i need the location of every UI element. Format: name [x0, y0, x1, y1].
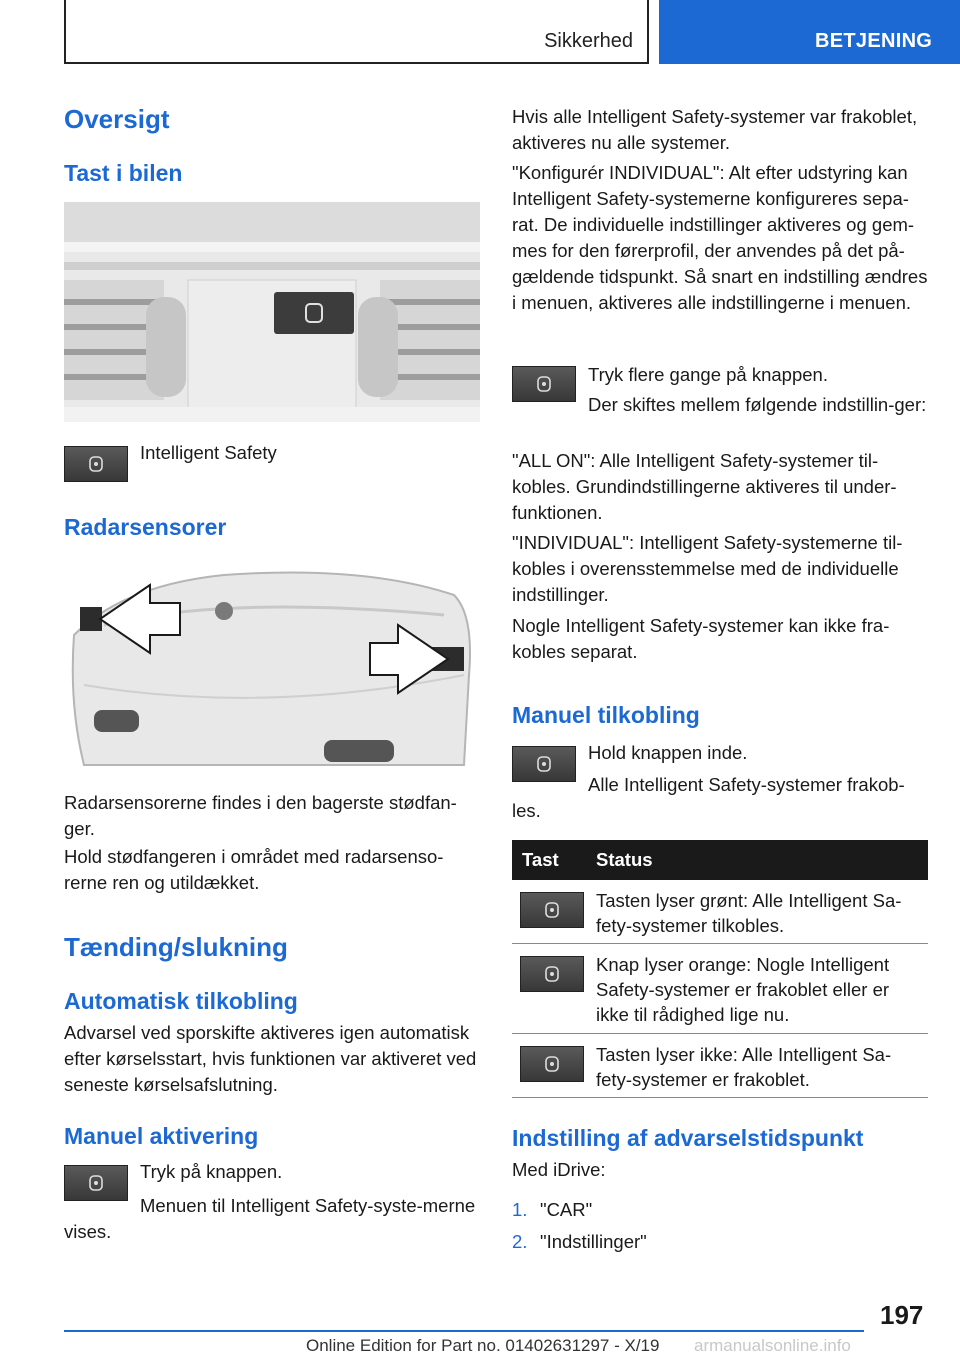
tilkobling-step-2: Alle Intelligent Safety-systemer frakob-les. — [512, 774, 905, 821]
footer-edition: Online Edition for Part no. 01402631297 - X/19 — [306, 1336, 660, 1355]
car-rear-radar-illustration — [64, 555, 480, 775]
header-chapter-tab — [659, 0, 960, 64]
intelligent-safety-button-icon — [520, 956, 584, 992]
right-paragraph-2: "Konfigurér INDIVIDUAL": Alt efter udstyring kan Intelligent Safety-systemerne konfigureres sepa-rat. De individuelle indstillinger aktiveres og gem-mes for den førerprofil, der anvendes på det på-gældende tidspunkt. Så snart en indstilling ændres i menuen, aktiveres alle indstillingerne i menuen. — [512, 162, 928, 313]
table-header-tast: Tast — [522, 849, 559, 870]
intelligent-safety-button-icon — [64, 446, 128, 482]
aktivering-step-2: Menuen til Intelligent Safety-syste-merne vises. — [64, 1195, 476, 1242]
right-paragraph-1: Hvis alle Intelligent Safety-systemer var frakoblet, aktiveres nu alle systemer. — [512, 106, 918, 153]
table-cell-status: Tasten lyser grønt: Alle Intelligent Sa-fety-systemer tilkobles. — [596, 890, 902, 936]
table-header — [512, 840, 928, 880]
key-caption: Intelligent Safety — [140, 442, 277, 463]
list-number: 1. — [512, 1199, 528, 1220]
heading-manuel-tilkobling: Manuel tilkobling — [512, 702, 700, 728]
intelligent-safety-button-icon — [520, 892, 584, 928]
heading-indstilling: Indstilling af advarselstidspunkt — [512, 1125, 864, 1151]
table-cell-status: Tasten lyser ikke: Alle Intelligent Sa-fety-systemer er frakoblet. — [596, 1044, 892, 1090]
status-table — [512, 840, 928, 1098]
radar-paragraph-2: Hold stødfangeren i området med radarsenso-rerne ren og utildækket. — [64, 846, 444, 893]
table-row — [512, 944, 928, 1034]
header-section-tab — [64, 0, 649, 64]
heading-taending-slukning: Tænding/slukning — [64, 932, 288, 962]
table-header-status: Status — [596, 849, 653, 870]
idrive-intro: Med iDrive: — [512, 1159, 606, 1180]
table-row — [512, 1034, 928, 1098]
heading-automatisk-tilkobling: Automatisk tilkobling — [64, 988, 298, 1014]
list-number: 2. — [512, 1231, 528, 1252]
dashboard-button-illustration — [64, 202, 480, 422]
header-chapter-label: BETJENING — [815, 30, 933, 52]
tilkobling-step-1: Hold knappen inde. — [588, 742, 748, 763]
right-paragraph-3: Tryk flere gange på knappen. — [588, 364, 828, 385]
table-cell-status: Knap lyser orange: Nogle Intelligent Safety-systemer er frakoblet eller er ikke til rådighed lige nu. — [596, 954, 890, 1025]
table-row — [512, 880, 928, 944]
heading-tast-i-bilen: Tast i bilen — [64, 160, 183, 186]
right-paragraph-7: Nogle Intelligent Safety-systemer kan ikke fra-kobles separat. — [512, 615, 890, 662]
heading-oversigt: Oversigt — [64, 104, 170, 134]
intelligent-safety-button-icon — [520, 1046, 584, 1082]
list-text: "Indstillinger" — [540, 1231, 647, 1252]
list-item — [512, 1229, 647, 1255]
list-item — [512, 1197, 593, 1223]
heading-radarsensorer: Radarsensorer — [64, 514, 227, 540]
page-number: 197 — [880, 1300, 924, 1330]
right-paragraph-5: "ALL ON": Alle Intelligent Safety-systemer til-kobles. Grundindstillingerne aktiveres til under-funktionen. — [512, 450, 897, 523]
radar-paragraph-1: Radarsensorerne findes i den bagerste stødfan-ger. — [64, 792, 457, 839]
footer-divider — [64, 1330, 864, 1332]
header-section-label: Sikkerhed — [544, 30, 633, 52]
heading-manuel-aktivering: Manuel aktivering — [64, 1123, 259, 1149]
auto-paragraph: Advarsel ved sporskifte aktiveres igen automatisk efter kørselsstart, hvis funktionen var aktiveret ved seneste kørselsafslutning. — [64, 1022, 477, 1095]
right-paragraph-6: "INDIVIDUAL": Intelligent Safety-systemerne til-kobles i overensstemmelse med de individuelle indstillinger. — [512, 532, 903, 605]
list-text: "CAR" — [540, 1199, 593, 1220]
right-paragraph-4: Der skiftes mellem følgende indstillin-ger: — [588, 394, 927, 415]
aktivering-step-1: Tryk på knappen. — [140, 1161, 283, 1182]
watermark: armanualsonline.info — [694, 1336, 851, 1355]
